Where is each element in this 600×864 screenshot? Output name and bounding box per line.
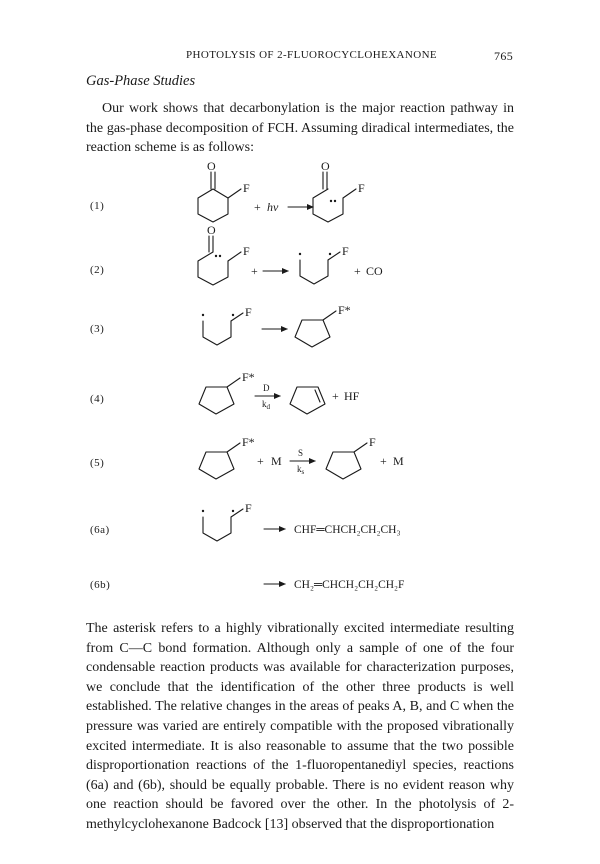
r1-fluorine-label: F	[243, 181, 250, 195]
r2-fluoropentanediyl	[300, 252, 340, 284]
r5-fluorocyclopentane-excited	[199, 443, 240, 479]
reaction-label-1: (1)	[90, 200, 105, 212]
r5-plus-1: +	[257, 454, 264, 468]
r5-plus-2: +	[380, 454, 387, 468]
r4-hydrogen-fluoride-label: HF	[344, 389, 360, 403]
r3-fluoropentanediyl	[203, 313, 243, 345]
r4-rate-constant-subscript: d	[266, 403, 270, 411]
r5-product-third-body-label: M	[393, 454, 404, 468]
r5-product-fluorine-label: F	[369, 435, 376, 449]
r3-fluorocyclopentane	[295, 311, 336, 347]
r4-fluorocyclopentane	[199, 378, 240, 414]
r4-rate-constant-k: k	[262, 399, 267, 409]
r5-third-body-label: M	[271, 454, 282, 468]
r5-excited-fluorine-label: F*	[242, 435, 255, 449]
r6b-product-formula: CH₂═CHCH₂CH₂CH₂F	[294, 579, 405, 591]
r4-plus: +	[332, 389, 339, 403]
intro-text: Our work shows that decarbonylation is the major reaction pathway in the gas-phase decomposition of FCH. Assuming diradical intermediates, the reaction scheme is as follows:	[86, 101, 514, 156]
r2-product-fluorine-label: F	[342, 244, 349, 258]
reaction-label-3: (3)	[90, 323, 105, 335]
r6a-product-formula: CHF═CHCH₂CH₂CH₃	[294, 524, 401, 536]
r2-plus-2: +	[354, 264, 361, 278]
r1-fluorocyclohexanone-ring	[198, 172, 241, 222]
r4-cyclopentene	[290, 387, 325, 414]
r3-excited-fluorine-label: F*	[338, 303, 351, 317]
r1-photon-label: hν	[267, 200, 279, 214]
page-number: 765	[494, 49, 514, 63]
r2-acyl-diradical	[198, 236, 241, 285]
r2-plus-1: +	[251, 264, 258, 278]
r4-rate-constant	[262, 399, 271, 411]
body-text: The asterisk refers to a highly vibrationally excited intermediate resulting from C—C bond formation. Although only a sample of one of the four condensable reaction products was available for characterization purposes, we conclude that the identification of the other three products is well established. The relative changes in the areas of peaks A, B, and C when the pressure was varied are entirely compatible with the proposed vibrationally excited intermediate. It is also reasonable to assume that the two possible disproportionation reactions of the 1-fluoropentanediyl species, reactions (6a) and (6b), should be equally probable. There is no evident reason why one reaction should be favored over the other. In the photolysis of 2-methylcyclohexanone Badcock [13] observed that the disproportionation	[86, 621, 514, 832]
r3-fluorine-label: F	[245, 305, 252, 319]
r5-rate-constant-subscript: s	[301, 468, 305, 476]
running-title: PHOTOLYSIS OF 2-FLUOROCYCLOHEXANONE	[186, 49, 438, 61]
section-title: Gas-Phase Studies	[86, 73, 196, 89]
r5-rate-constant-k: k	[297, 464, 302, 474]
reaction-label-5: (5)	[90, 457, 105, 469]
r2-fluorine-label: F	[243, 244, 250, 258]
r6a-fluoropentanediyl	[203, 509, 243, 541]
r5-fluorocyclopentane	[326, 443, 367, 479]
r1-oxygen-label: O	[207, 159, 216, 173]
r1-plus: +	[254, 200, 261, 214]
r5-stabilization-label: S	[298, 448, 304, 458]
r1-product-fluorine-label: F	[358, 181, 365, 195]
r4-excited-fluorine-label: F*	[242, 370, 255, 384]
reaction-label-6b: (6b)	[90, 579, 111, 591]
r2-oxygen-label: O	[207, 223, 216, 237]
r4-decomposition-label: D	[263, 383, 270, 393]
r2-carbon-monoxide-label: CO	[366, 264, 383, 278]
r1-product-oxygen-label: O	[321, 159, 330, 173]
r5-rate-constant	[297, 464, 305, 476]
radical-dots	[202, 200, 336, 512]
r6a-fluorine-label: F	[245, 501, 252, 515]
reaction-label-6a: (6a)	[90, 524, 110, 536]
r1-acyl-diradical	[313, 172, 356, 222]
reaction-label-4: (4)	[90, 393, 105, 405]
body-paragraph	[86, 619, 514, 835]
reaction-label-2: (2)	[90, 264, 105, 276]
